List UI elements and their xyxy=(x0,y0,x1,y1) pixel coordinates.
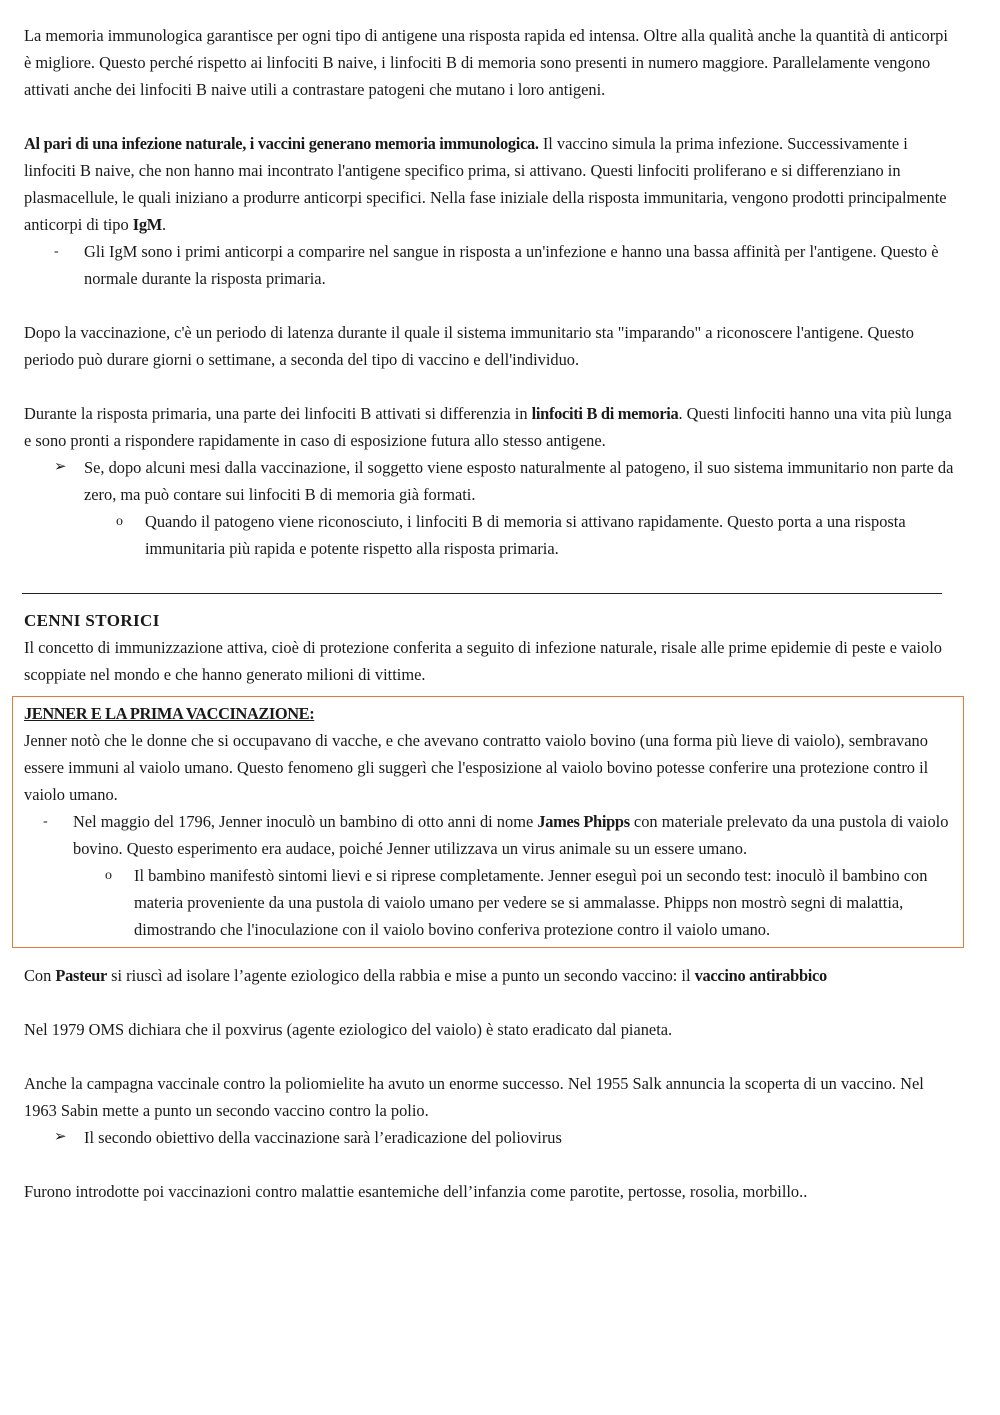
paragraph-polio: Anche la campagna vaccinale contro la poliomielite ha avuto un enorme successo. Nel 1955 Salk annuncia la scoperta di un vaccino. Nel 1963 Sabin mette a punto un secondo vaccino contro la polio. xyxy=(24,1074,924,1120)
bold-phrase: Al pari di una infezione naturale, i vaccini generano memoria immunologica. xyxy=(24,134,539,153)
list-item-end: con materiale prelevato da una pustola di vaiolo bovino. Questo esperimento era audace, poiché Jenner utilizzava un virus animale su un essere umano. xyxy=(73,812,949,858)
bold-rabies-vaccine: vaccino antirabbico xyxy=(694,966,827,985)
list-item-text: Il bambino manifestò sintomi lievi e si riprese completamente. Jenner eseguì poi un secondo test: inoculò il bambino con materia proveniente da una pustola di vaiolo umano per vedere se si ammalasse. Phipps non mostrò segni di malattia, dimostrando che l'inoculazione con il vaiolo bovino conferiva protezione contro il vaiolo umano. xyxy=(134,866,928,939)
paragraph-active-immunization: Il concetto di immunizzazione attiva, cioè di protezione conferita a seguito di infezione naturale, risale alle prime epidemie di peste e vaiolo scoppiate nel mondo e che hanno generato milioni di vittime. xyxy=(24,638,942,684)
arrow-bullet-icon: ➢ xyxy=(54,1129,67,1145)
paragraph-text: Durante la risposta primaria, una parte dei linfociti B attivati si differenzia in xyxy=(24,404,532,423)
paragraph-primary-response xyxy=(24,400,954,454)
list-item-text: Gli IgM sono i primi anticorpi a comparire nel sangue in risposta a un'infezione e hanno una bassa affinità per l'antigene. Questo è normale durante la risposta primaria. xyxy=(84,242,939,288)
dash-bullet: - xyxy=(54,244,59,259)
arrow-bullet-icon: ➢ xyxy=(54,459,67,475)
list-subitem-recognition xyxy=(24,508,954,562)
paragraph-pasteur xyxy=(24,962,954,989)
paragraph-immunological-memory: La memoria immunologica garantisce per ogni tipo di antigene una risposta rapida ed intensa. Oltre alla qualità anche la quantità di anticorpi è migliore. Questo perché rispetto ai linfociti B naive, i linfociti B di memoria sono presenti in numero maggiore. Parallelamente vengono attivati anche dei linfociti B naive utili a contrastare patogeni che mutano i loro antigeni. xyxy=(24,26,948,99)
list-item-phipps xyxy=(24,808,953,862)
paragraph-end: . Questi linfociti hanno una vita più lunga e sono pronti a rispondere rapidamente in caso di esposizione futura allo stesso antigene. xyxy=(24,404,952,450)
document-body xyxy=(24,22,954,1205)
jenner-callout-box xyxy=(12,696,964,948)
bold-pasteur: Pasteur xyxy=(55,966,108,985)
paragraph-text: Con xyxy=(24,966,56,985)
paragraph-text: Il vaccino simula la prima infezione. Successivamente i linfociti B naive, che non hanno mai incontrato l'antigene specifico prima, si attivano. Questi linfociti proliferano e si differenziano in plasmacellule, le quali iniziano a produrre anticorpi specifici. Nella fase iniziale della risposta immunitaria, vengono prodotti principalmente anticorpi di tipo xyxy=(24,134,947,234)
paragraph-childhood-vaccinations: Furono introdotte poi vaccinazioni contro malattie esantemiche dell’infanzia come parotite, pertosse, rosolia, morbillo.. xyxy=(24,1182,808,1201)
callout-title: JENNER E LA PRIMA VACCINAZIONE: xyxy=(24,704,315,723)
bold-james-phipps: James Phipps xyxy=(537,812,630,831)
circle-bullet: o xyxy=(105,868,112,883)
list-item-text: Se, dopo alcuni mesi dalla vaccinazione, il soggetto viene esposto naturalmente al patogeno, il suo sistema immunitario non parte da zero, ma può contare sui linfociti B di memoria già formati. xyxy=(84,458,954,504)
list-subitem-second-test xyxy=(24,862,953,943)
list-item-exposure xyxy=(24,454,954,508)
list-item-text: Nel maggio del 1796, Jenner inoculò un bambino di otto anni di nome xyxy=(73,812,538,831)
dash-bullet: - xyxy=(43,814,48,829)
list-item-text: Quando il patogeno viene riconosciuto, i linfociti B di memoria si attivano rapidamente. Questo porta a una risposta immunitaria più rapida e potente rispetto alla risposta primaria. xyxy=(145,512,906,558)
paragraph-vaccines-memory xyxy=(24,130,954,238)
horizontal-divider xyxy=(22,593,942,594)
callout-text: Jenner notò che le donne che si occupavano di vacche, e che avevano contratto vaiolo bovino (una forma più lieve di vaiolo), sembravano essere immuni al vaiolo umano. Questo fenomeno gli suggerì che l'esposizione al vaiolo bovino potesse conferire una protezione contro il vaiolo umano. xyxy=(24,731,929,804)
paragraph-end: . xyxy=(161,215,167,234)
paragraph-latency: Dopo la vaccinazione, c'è un periodo di latenza durante il quale il sistema immunitario sta "imparando" a riconoscere l'antigene. Questo periodo può durare giorni o settimane, a seconda del tipo di vaccino e dell'individuo. xyxy=(24,323,914,369)
paragraph-text-mid: si riuscì ad isolare l’agente eziologico della rabbia e mise a punto un secondo vaccino: il xyxy=(107,966,695,985)
list-item-text: Il secondo obiettivo della vaccinazione sarà l’eradicazione del poliovirus xyxy=(84,1128,562,1147)
section-heading: CENNI STORICI xyxy=(24,611,160,630)
list-item-poliovirus xyxy=(24,1124,954,1151)
circle-bullet: o xyxy=(116,514,123,529)
paragraph-oms-1979: Nel 1979 OMS dichiara che il poxvirus (agente eziologico del vaiolo) è stato eradicato dal pianeta. xyxy=(24,1020,673,1039)
list-item-igm xyxy=(24,238,954,292)
bold-igm: IgM xyxy=(132,215,162,234)
bold-memory-b-cells: linfociti B di memoria xyxy=(531,404,679,423)
